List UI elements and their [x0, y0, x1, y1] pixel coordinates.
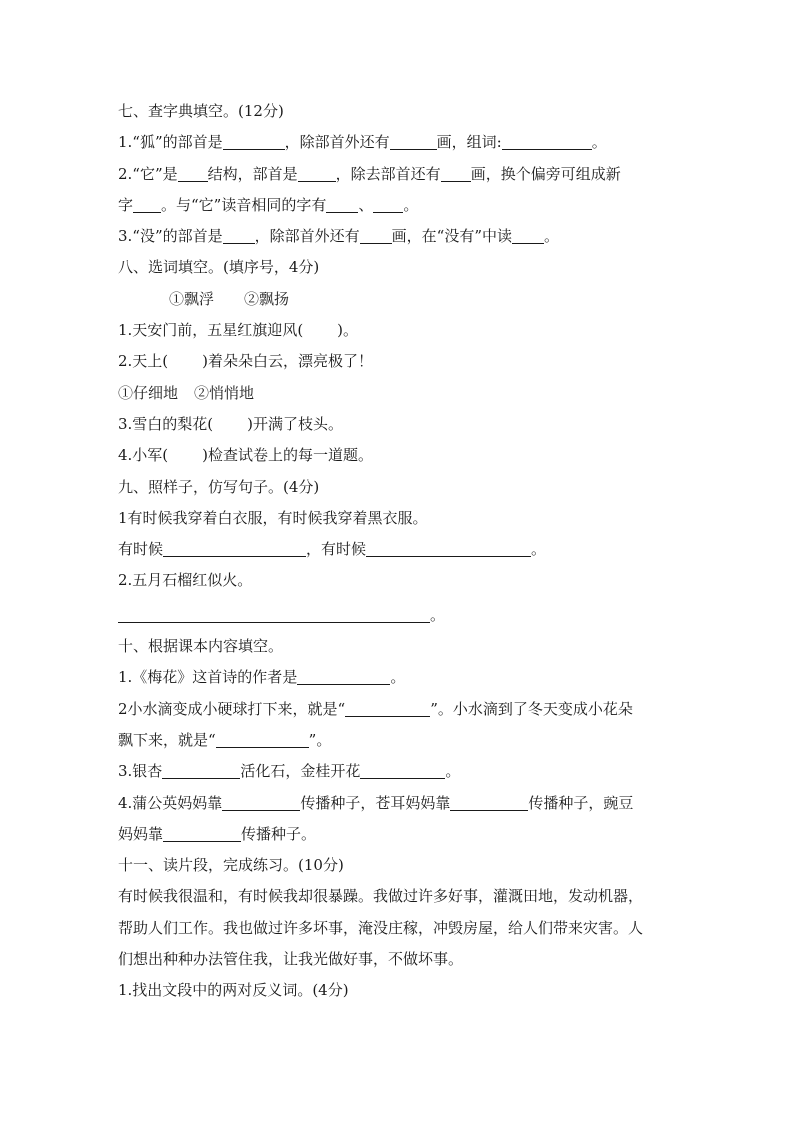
text: 1.找出文段中的两对反义词。(4分)	[118, 981, 349, 1000]
text: 结构，部首是	[207, 164, 298, 183]
text: )着朵朵白云，漂亮极了！	[202, 352, 374, 371]
text: 有时候我很温和，有时候我却很暴躁。我做过许多好事，灌溉田地，发动机器，	[118, 887, 644, 906]
option-label: ①仔细地	[118, 383, 179, 402]
text: 4.蒲公英妈妈靠	[118, 793, 223, 812]
s8-question-4	[118, 440, 718, 471]
passage-line-3	[118, 944, 718, 975]
answer-blank[interactable]	[297, 668, 390, 685]
section-10-title	[118, 631, 718, 662]
text: 1.《梅花》这首诗的作者是	[118, 668, 298, 687]
option-label: ①飘浮	[169, 289, 215, 308]
text: 妈妈靠	[118, 824, 164, 843]
text: 1.“狐”的部首是	[118, 133, 223, 152]
text: 传播种子。	[241, 824, 317, 843]
text: ”。小水滴到了冬天变成小花朵	[430, 699, 633, 718]
section-8-title	[118, 252, 718, 283]
s8-options-2	[118, 378, 718, 409]
answer-blank[interactable]	[366, 540, 531, 557]
s10-question-3	[118, 756, 718, 787]
answer-blank[interactable]	[223, 133, 285, 150]
text: 画，在“没有”中读	[391, 227, 513, 246]
text: ，除去部首还有	[335, 164, 441, 183]
answer-blank[interactable]	[390, 133, 437, 150]
s8-question-2	[118, 346, 718, 377]
text: 传播种子，苍耳妈妈靠	[300, 793, 451, 812]
option-label: ②飘扬	[244, 289, 290, 308]
s7-question-1	[118, 127, 718, 158]
s8-options-1	[118, 284, 718, 315]
answer-blank[interactable]	[133, 196, 161, 213]
worksheet-page	[118, 96, 718, 1007]
answer-blank[interactable]	[512, 227, 544, 244]
text: 。	[430, 605, 446, 624]
s9-answer-1	[118, 534, 718, 565]
text: 2.天上(	[118, 352, 169, 371]
section-title: 十、根据课本内容填空。	[118, 637, 284, 656]
answer-blank[interactable]	[163, 540, 306, 557]
s7-question-2-cont	[118, 190, 718, 221]
text: 2.五月石榴红似火。	[118, 571, 253, 590]
text: 画，换个偏旁可组成新	[470, 164, 621, 183]
section-9-title	[118, 472, 718, 503]
text: 1.天安门前，五星红旗迎风(	[118, 321, 304, 340]
answer-blank[interactable]	[360, 762, 445, 779]
text: 。	[544, 227, 560, 246]
text: )检查试卷上的每一道题。	[202, 446, 374, 465]
answer-blank[interactable]	[345, 700, 430, 717]
answer-blank[interactable]	[360, 227, 392, 244]
section-title: 九、照样子，仿写句子。(4分)	[118, 477, 320, 496]
section-11-title	[118, 850, 718, 881]
s7-question-3	[118, 221, 718, 252]
text: 。	[390, 668, 406, 687]
text: 字	[118, 195, 134, 214]
text: 2.“它”是	[118, 164, 178, 183]
s10-question-4	[118, 788, 718, 819]
section-7-title	[118, 96, 718, 127]
text: 。	[531, 540, 547, 559]
s10-question-4-cont	[118, 819, 718, 850]
text: 传播种子，豌豆	[528, 793, 634, 812]
s9-example-2	[118, 565, 718, 596]
text: ”。	[308, 730, 332, 749]
option-label: ②悄悄地	[194, 383, 255, 402]
text: 2小水滴变成小硬球打下来，就是“	[118, 699, 346, 718]
s8-question-3	[118, 409, 718, 440]
section-title: 七、查字典填空。(12分)	[118, 102, 284, 120]
s9-answer-2	[118, 600, 718, 631]
text: ，除部首外还有	[284, 133, 390, 152]
s10-question-2	[118, 694, 718, 725]
section-title: 八、选词填空。(填序号，4分)	[118, 258, 320, 277]
answer-blank[interactable]	[441, 165, 471, 182]
answer-blank[interactable]	[223, 227, 255, 244]
text: 飘下来，就是“	[118, 730, 216, 749]
answer-blank[interactable]	[178, 165, 208, 182]
text: ，有时候	[306, 540, 367, 559]
s7-question-2	[118, 159, 718, 190]
answer-blank[interactable]	[162, 762, 240, 779]
text: 帮助人们工作。我也做过许多坏事，淹没庄稼，冲毁房屋，给人们带来灾害。人	[118, 918, 644, 937]
passage-line-1	[118, 881, 718, 912]
text: 3.“没”的部首是	[118, 227, 223, 246]
section-title: 十一、读片段，完成练习。(10分)	[118, 856, 344, 875]
text: )。	[337, 321, 359, 340]
text: 1有时候我穿着白衣服，有时候我穿着黑衣服。	[118, 508, 428, 527]
text: 。	[591, 133, 607, 152]
passage-line-2	[118, 913, 718, 944]
text: 画，组词:	[436, 133, 502, 152]
answer-blank[interactable]	[298, 165, 336, 182]
answer-blank[interactable]	[502, 133, 592, 150]
s9-example-1	[118, 503, 718, 534]
answer-blank[interactable]	[373, 196, 403, 213]
text: ，除部首外还有	[254, 227, 360, 246]
text: )开满了枝头。	[247, 414, 344, 433]
s11-question-1	[118, 975, 718, 1006]
s10-question-2-cont	[118, 725, 718, 756]
text: 们想出种种办法管住我，让我光做好事，不做坏事。	[118, 950, 464, 969]
answer-blank[interactable]	[450, 794, 528, 811]
text: 。	[403, 195, 419, 214]
answer-blank[interactable]	[222, 794, 300, 811]
answer-blank[interactable]	[216, 731, 309, 748]
text: 。与“它”读音相同的字有	[161, 195, 327, 214]
text: 活化石，金桂开花	[240, 762, 361, 781]
text: 、	[358, 195, 374, 214]
s8-question-1	[118, 315, 718, 346]
answer-blank[interactable]	[326, 196, 358, 213]
text: 3.雪白的梨花(	[118, 414, 214, 433]
s10-question-1	[118, 662, 718, 693]
text: 4.小军(	[118, 446, 169, 465]
answer-blank[interactable]	[118, 606, 430, 623]
answer-blank[interactable]	[163, 825, 241, 842]
text: 有时候	[118, 540, 164, 559]
text: 。	[445, 762, 461, 781]
text: 3.银杏	[118, 762, 163, 781]
